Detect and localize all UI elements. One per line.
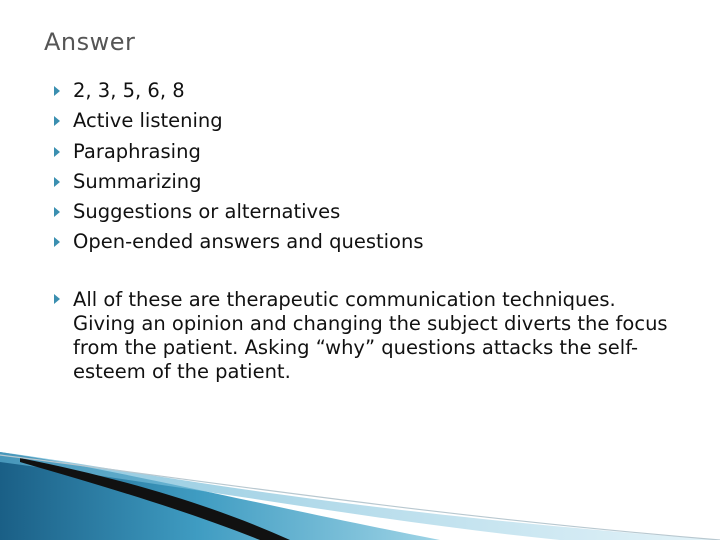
bullet-arrow-icon	[54, 86, 60, 96]
bullet-arrow-icon	[54, 294, 60, 304]
bullet-item	[52, 106, 682, 136]
bullet-item	[52, 76, 682, 106]
bullet-text: Summarizing	[73, 169, 202, 193]
explanation-item	[52, 279, 682, 384]
bullet-text: Suggestions or alternatives	[73, 200, 341, 224]
bullet-item	[52, 137, 682, 167]
bullet-text: Active listening	[73, 109, 223, 133]
bullet-arrow-icon	[54, 147, 60, 157]
bullet-list	[52, 76, 682, 384]
bullet-arrow-icon	[54, 177, 60, 187]
bullet-text: Open-ended answers and questions	[73, 230, 424, 254]
bullet-item	[52, 197, 682, 227]
bullet-arrow-icon	[54, 116, 60, 126]
bullet-text: 2, 3, 5, 6, 8	[73, 79, 185, 102]
explanation-text: All of these are therapeutic communication techniques. Giving an opinion and changing the subject diverts the focus from the patient. Asking “why” questions attacks the self-esteem of the patient.	[73, 287, 668, 383]
bullet-item	[52, 227, 682, 257]
bullet-text: Paraphrasing	[73, 139, 201, 163]
bullet-arrow-icon	[54, 207, 60, 217]
bullet-arrow-icon	[54, 237, 60, 247]
slide-title: Answer	[44, 28, 136, 56]
bullet-item	[52, 167, 682, 197]
